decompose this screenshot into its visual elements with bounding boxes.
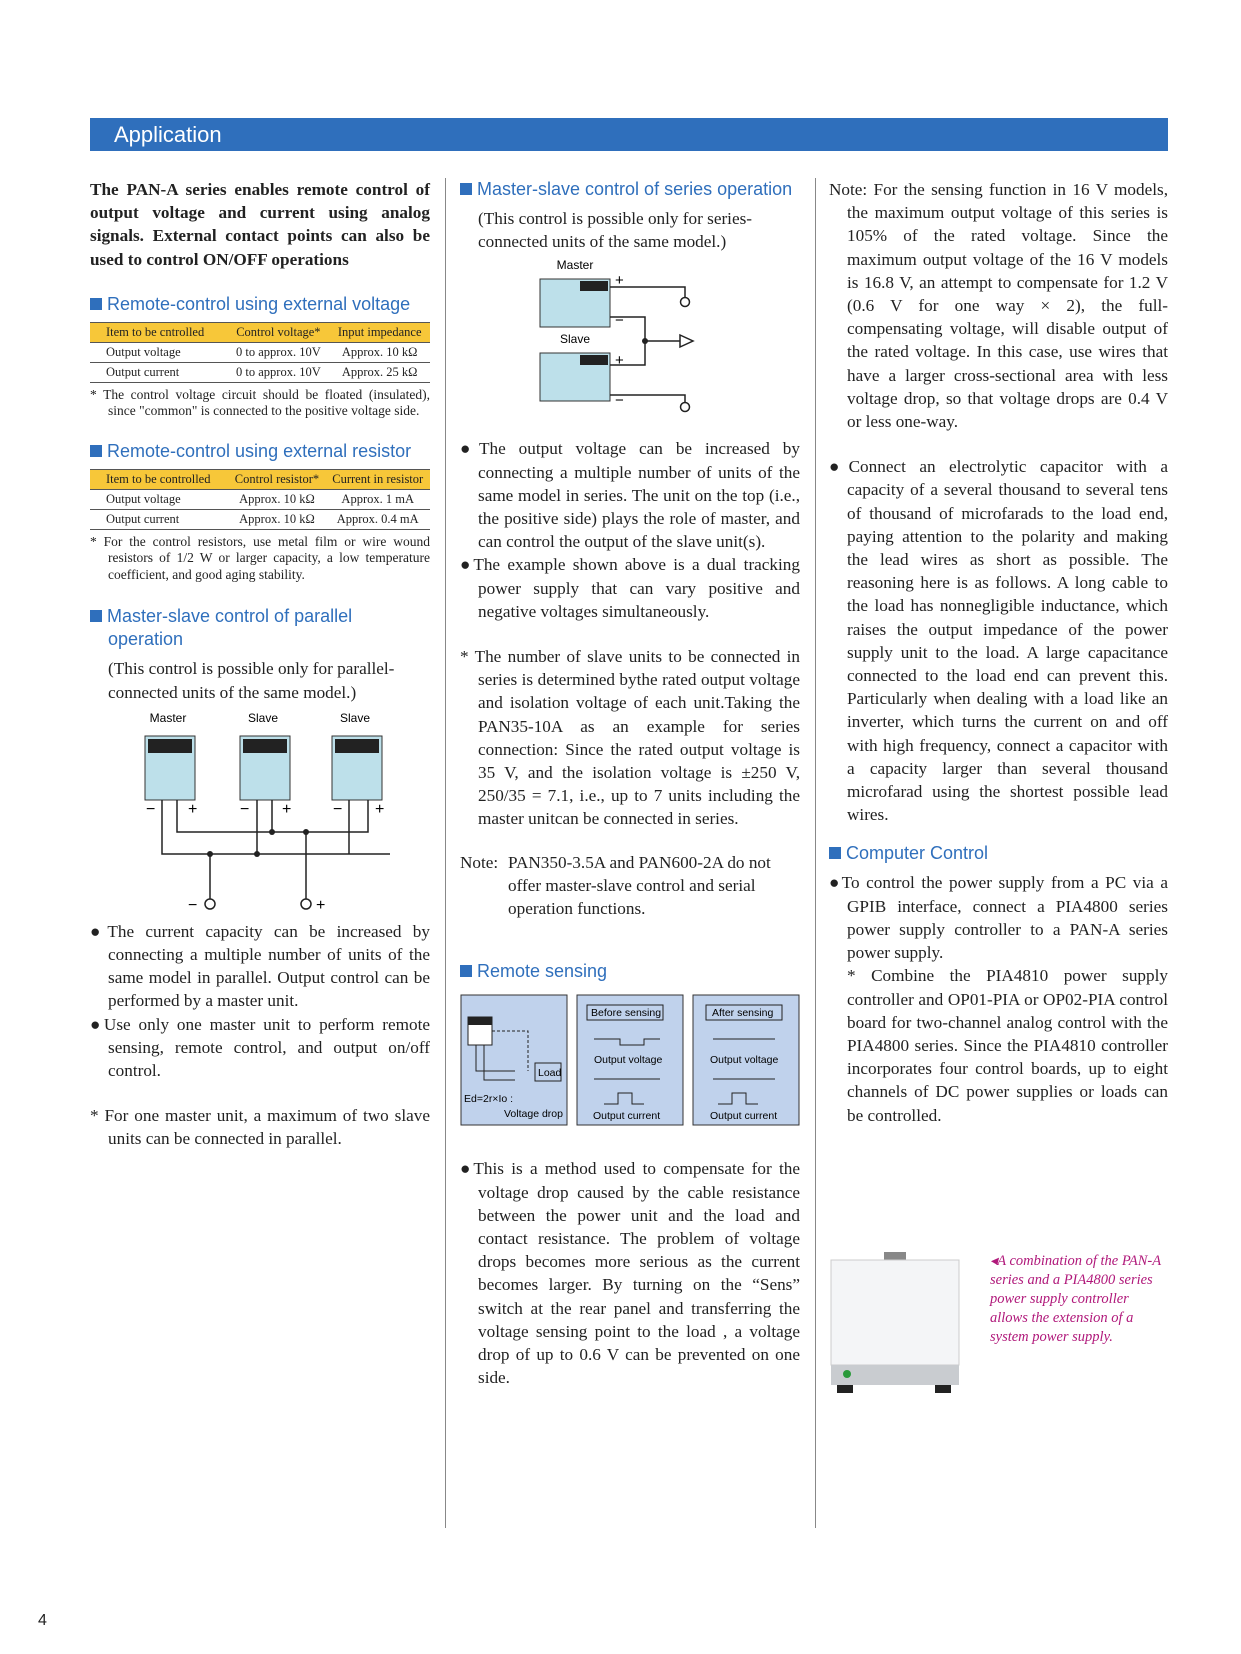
square-bullet-icon [460, 965, 472, 977]
diagram-label: Slave [339, 710, 371, 725]
svg-text:Output voltage: Output voltage [710, 1054, 779, 1067]
footnote: * Combine the PIA4810 power supply controller and OP01-PIA or OP02-PIA control board for two-channel analog control with the PIA4800 series. Since the PIA4810 controller incorporates four control boards, up to eight channels of DC power supplies or loads can be controlled. [847, 966, 1168, 1125]
svg-text:Before sensing: Before sensing [591, 1007, 662, 1020]
bullet-text: ●To control the power supply from a PC via a GPIB interface, connect a PIA4800 series power supply controller to a PAN-A series power supply. [829, 873, 1168, 963]
svg-text:+: + [615, 272, 624, 290]
page-number: 4 [38, 1612, 47, 1629]
svg-text:+: + [615, 352, 624, 370]
footnote: * The control voltage circuit should be floated (insulated), since "common" is connected to the positive voltage side. [90, 386, 430, 419]
svg-text:+: + [188, 800, 198, 818]
table-row: Output voltage 0 to approx. 10V Approx. 10 kΩ [90, 342, 430, 362]
section-title: Remote-control using external voltage [90, 293, 430, 316]
square-bullet-icon [90, 610, 102, 622]
svg-text:−: − [333, 800, 343, 818]
svg-text:+: + [316, 896, 326, 914]
section-subtitle: (This control is possible only for series-connected units of the same model.) [478, 209, 753, 252]
svg-text:Output voltage: Output voltage [594, 1054, 663, 1067]
svg-text:−: − [615, 312, 624, 330]
bullet-text: ●This is a method used to compensate for the voltage drop caused by the cable resistance between the power unit and the load and contact resistance. The problem of voltage drops becomes more serious as the current becomes larger. By turning on the “Sens” switch at the rear panel and transferring the voltage sensing point to the load , a voltage drop of up to 0.6 V can be prevented on one side. [460, 1159, 800, 1388]
svg-text:−: − [146, 800, 156, 818]
section-header: Application [90, 118, 1168, 151]
bullet-text: ●Use only one master unit to perform remote sensing, remote control, and output on/off control. [90, 1014, 430, 1080]
diagram-label: Slave [247, 710, 279, 725]
voltage-table: Item to be cntrolled Control voltage* Input impedance Output voltage 0 to approx. 10V Approx. 10 kΩ Output current 0 to approx. 10V Approx. 25 kΩ [90, 322, 430, 383]
square-bullet-icon [90, 445, 102, 457]
svg-text:+: + [282, 800, 292, 818]
photo-caption: ◂A combination of the PAN-A series and a PIA4800 series power supply controller allows the extension of a system power supply. [990, 1253, 1161, 1345]
resistor-table: Item to be controlled Control resistor* Current in resistor Output voltage Approx. 10 kΩ Approx. 1 mA Output current Approx. 10 kΩ Approx. 0.4 mA [90, 469, 430, 530]
bullet-text: ●The example shown above is a dual tracking power supply that can vary positive and negative voltages simultaneously. [460, 555, 800, 621]
column-3 [829, 178, 1168, 1127]
diagram-label: Master [149, 710, 187, 725]
series-diagram [505, 253, 755, 433]
controller-photo [829, 1250, 961, 1395]
note: Note: PAN350-3.5A and PAN600-2A do not offer master-slave control and serial operation functions. [460, 852, 771, 919]
column-divider [815, 178, 816, 1528]
svg-text:Voltage drop: Voltage drop [504, 1108, 563, 1121]
intro-text: The PAN-A series enables remote control of output voltage and current using analog signals. External contact points can also be used to control ON/OFF operations [90, 180, 430, 269]
bullet-text: ●Connect an electrolytic capacitor with a capacity of a several thousand to several tens of thousand of microfarads to the load end, paying attention to the polarity and making the lead wires as short as possible. The reasoning here is as follows. A long cable to the load has nonnegligible inductance, which raises the output impedance of the power supply unit to the load. A large capacitance connected to the load end can prevent this. Particularly when dealing with a load like an inverter, which turns the current on and off with high frequency, connect a capacitor with a capacity larger than several thousand microfarad using the shortest possible lead wires. [829, 457, 1168, 825]
square-bullet-icon [90, 298, 102, 310]
svg-text:Ed=2r×Io :: Ed=2r×Io : [464, 1093, 514, 1106]
svg-text:−: − [615, 392, 624, 410]
svg-text:Load: Load [538, 1067, 562, 1080]
square-bullet-icon [460, 183, 472, 195]
footnote: * The number of slave units to be connected in series is determined bythe rated output voltage and isolation voltage of each unit.Taking the PAN35-10A as an example for series connection: Since the rated output voltage is 35 V, and the isolation voltage is ±250 V, 250/35 = 7.1, i.e., up to 7 units including the master unitcan be connected in series. [460, 647, 800, 829]
bullet-text: ●The output voltage can be increased by connecting a multiple number of units of the same model in series. The unit on the top (i.e., the positive side) plays the role of master, and can control the output of the slave unit(s). [460, 439, 800, 552]
section-title: Remote-control using external resistor [90, 440, 430, 463]
table-row: Output current Approx. 10 kΩ Approx. 0.4 mA [90, 509, 430, 529]
section-title: Remote sensing [460, 960, 800, 983]
svg-text:Output current: Output current [710, 1110, 778, 1123]
section-title: Master-slave control of series operation [460, 178, 800, 201]
remote-sensing-diagram [460, 989, 800, 1129]
column-1 [90, 178, 430, 1151]
svg-text:After sensing: After sensing [712, 1007, 774, 1020]
column-divider [445, 178, 446, 1528]
column-2 [460, 178, 800, 1390]
svg-text:+: + [375, 800, 385, 818]
parallel-diagram [110, 704, 410, 914]
square-bullet-icon [829, 847, 841, 859]
section-title: Master-slave control of parallel operation [90, 605, 430, 651]
table-row: Output current 0 to approx. 10V Approx. 25 kΩ [90, 362, 430, 382]
bullet-text: ●The current capacity can be increased by connecting a multiple number of units of the same model in parallel. Output control can be performed by a master unit. [90, 921, 430, 1011]
svg-text:−: − [188, 896, 198, 914]
section-subtitle: (This control is possible only for parallel-connected units of the same model.) [108, 659, 395, 702]
svg-text:Output current: Output current [593, 1110, 661, 1123]
table-row: Output voltage Approx. 10 kΩ Approx. 1 mA [90, 489, 430, 509]
svg-text:−: − [240, 800, 250, 818]
footnote: * For one master unit, a maximum of two slave units can be connected in parallel. [90, 1106, 430, 1149]
note: Note: For the sensing function in 16 V models, the maximum output voltage of this series is 105% of the rated voltage. Since the maximum output voltage of the 16 V models is 16.8 V, an attempt to compensate for 1.2 V (0.6 V for one way × 2), the full-compensating voltage, will disable output of the rated voltage. In this case, use wires that have a larger cross-sectional area with less voltage drop, so that voltage drops are 0.4 V or less one-way. [829, 180, 1168, 432]
footnote: * For the control resistors, use metal film or wire wound resistors of 1/2 W or larger capacity, a low temperature coefficient, and good aging stability. [90, 533, 430, 582]
diagram-label: Slave [559, 332, 591, 347]
section-title: Computer Control [829, 842, 1168, 865]
diagram-label: Master [556, 258, 594, 273]
